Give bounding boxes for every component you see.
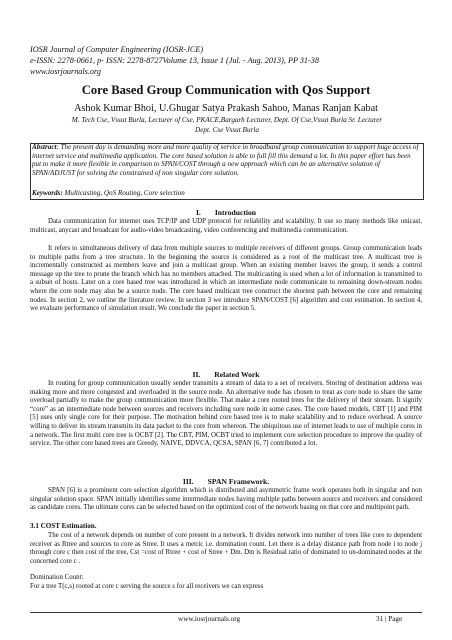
section-title: SPAN Framework.	[207, 477, 270, 486]
intro-paragraph-2	[30, 245, 422, 314]
section-heading-related-work	[0, 370, 452, 379]
cost-text: The cost of a network depends on number of core present in a network. It divides network into number of trees like core to dependent receiver as Rtree and sources to core as Stree. It uses a metric i.e. domination count. Let there is a delay distance path from node i to node j through core c then cost of the tree, Cst =cost of Rtree + cost of Stree + Dm. Dm is Residual ratio of dominated to un-dominated nodes at the concerned core c .	[30, 532, 422, 565]
cost-paragraph	[30, 532, 422, 566]
journal-name: IOSR Journal of Computer Engineering (IOSR-JCE)	[30, 45, 204, 54]
intro-paragraph-1	[30, 218, 422, 235]
abstract-label: Abstract	[32, 143, 57, 151]
abstract	[32, 143, 420, 177]
journal-issn: e-ISSN: 2278-0661, p- ISSN: 2278-8727Volume 13, Issue 1 (Jul. - Aug. 2013), PP 31-38	[30, 56, 319, 65]
section-title: Related Work	[214, 370, 260, 379]
footer-divider	[30, 612, 422, 613]
section-number: I.	[195, 208, 201, 217]
related-work-text: In routing for group communication usually sender transmits a stream of data to a set of receivers. Storing of destination address was making more and more congested and overloaded in the source node. An alternative node has chosen to treat as core node to share the same overload partially to make the group communication more flexible. That make a core rooted trees for the delivery of their stream. It signify “core” as an intermediate node between sources and receivers including sore node in some cases. The core based models, CBT [1] and PIM [5] uses only single core for their purpose. The motivation behind core based tree is to make scalability and to reduce overhead. A source willing to deliver its stream transmits its data packet to the core from whereon. The ubiquitous use of internet leads to use of multiple cores in a network. The first multi core tree is OCBT [2]. The CBT, PIM, OCBT tried to implement core selection procedure to improve the quality of service. The other core based trees are Greedy, NAIVE, DDVCA, QCSA, SPAN [6, 7] contributed a lot.	[30, 380, 422, 448]
section-number: II.	[192, 370, 201, 379]
footer-url: www.iosrjournals.org	[178, 615, 241, 623]
keywords-text: Multicasting, QoS Routing, Core selection	[62, 189, 185, 197]
span-text: SPAN [6] is a prominent core selection algorithm which is distributed and asymmetric frame work operates both in singular and non singular solution space. SPAN initially identifies some intermediate nodes having multiple paths between source and receivers and considered as candidate cores. The ultimate cores can be selected based on the optimized cost of the network basing on that core and multipoint path.	[30, 487, 422, 512]
domination-count-label: Domination Count:	[30, 574, 84, 581]
author-list: Ashok Kumar Bhoi, U.Ghugar Satya Prakash Sahoo, Manas Ranjan Kabat	[74, 103, 378, 114]
journal-header	[30, 44, 319, 77]
page-number: 31 | Page	[376, 615, 403, 623]
affiliation-line-1: M. Tech Cse, Vssut Burla, Lecturer of Cse, PKACE,Bargarh Lecturer, Dept. Of Cse,Vssut Burla Sr. Lecturer	[71, 116, 383, 124]
section-heading-introduction	[0, 208, 452, 217]
abstract-text: : The present day is demanding more and more quality of service in broadband group communication to support huge access of internet service and multimedia application. The core based solution is able to full fill this demand a lot. In this paper effort has been put to make it more flexible in comparison to SPAN/COST through a new approach which can be an alternative solution of SPAN/ADJUST for solving the constrained of non singular core solution.	[32, 143, 419, 177]
subsection-heading-cost-estimation: 3.1 COST Estimation.	[30, 522, 97, 530]
section-title: Introduction	[214, 208, 257, 217]
related-work-paragraph	[30, 380, 422, 449]
span-paragraph	[30, 487, 422, 513]
intro-paragraph-2-text: It refers to simultaneous delivery of data from multiple sources to multiple receivers of different groups. Group communication leads to multiple paths from a tree structure. In the beginning the source is considered as a root of the multicast tree. A multicast tree is incrementally constructed as members leave and join a multicast group. When an existing member leaves the group, it sends a control message up the tree to prune the branch which has no members attached. The multicasting is used when a lot of information is transmitted to a subset of hosts. Later on a core based tree was introduced in which an intermediate node communicate to remaining down-stream nodes where the core node may also be a source node. The core based multicast tree construct the shortest path between the core and remaining nodes. In section 2, we outline the literature review. In section 3 we introduce SPAN/COST [6] algorithm and cost estimation. In section 4, we evaluate performance of simulation result. We conclude the paper in section 5.	[30, 245, 422, 313]
section-heading-span-framework	[0, 477, 452, 486]
journal-url: www.iosrjournals.org	[30, 67, 101, 76]
intro-paragraph-1-text: Data communication for internet uses TCP/IP and UDP protocol for reliability and scalability. It use so many methods like unicast, multicast, anycast and broadcast for audio-video broadcasting, video conferencing and multimedia communication.	[30, 218, 422, 234]
keywords	[32, 189, 420, 198]
affiliations	[32, 115, 422, 135]
section-number: III.	[182, 477, 194, 486]
paper-title: Core Based Group Communication with Qos Support	[81, 83, 371, 97]
keywords-label: Keywords:	[32, 189, 63, 197]
domination-count-text: For a tree T(c,s) rooted at core c serving the source s for all receivers we can express	[30, 583, 264, 590]
affiliation-line-2: Dept. Cse Vssut Burla	[195, 126, 259, 134]
